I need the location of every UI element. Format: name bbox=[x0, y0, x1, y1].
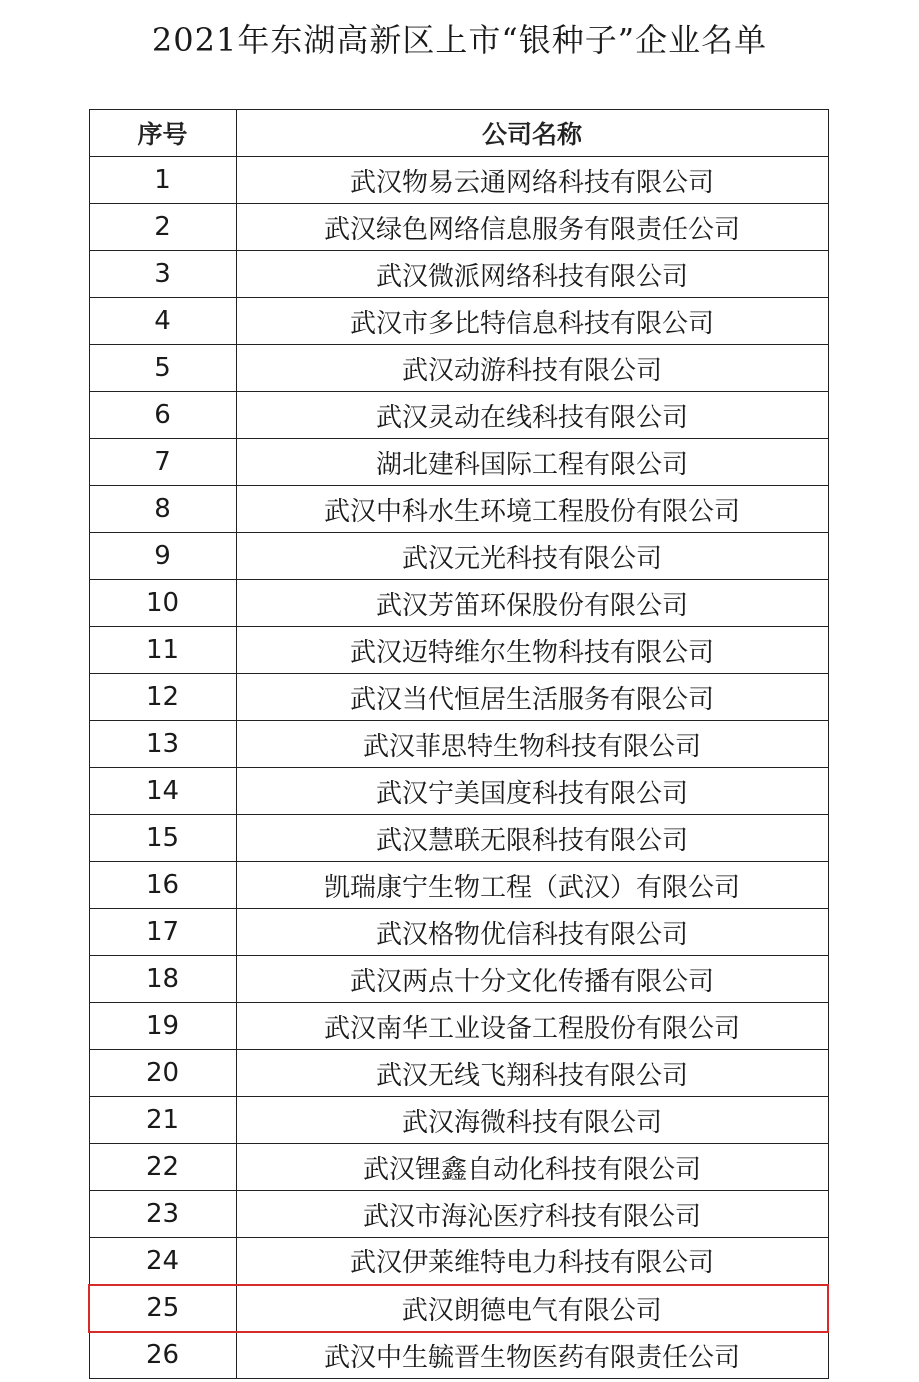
page-title: 2021年东湖高新区上市“银种子”企业名单 bbox=[151, 21, 768, 59]
row-company-name: 武汉动游科技有限公司 bbox=[236, 345, 828, 392]
table-row bbox=[89, 627, 828, 674]
row-serial-number: 7 bbox=[89, 439, 236, 486]
table-row bbox=[89, 1332, 828, 1379]
table-row bbox=[89, 345, 828, 392]
table-row bbox=[89, 956, 828, 1003]
table-row bbox=[89, 1097, 828, 1144]
row-serial-number: 18 bbox=[89, 956, 236, 1003]
row-serial-number: 23 bbox=[89, 1191, 236, 1238]
row-serial-number: 2 bbox=[89, 204, 236, 251]
table-row bbox=[89, 392, 828, 439]
row-company-name: 武汉海微科技有限公司 bbox=[236, 1097, 828, 1144]
table-row bbox=[89, 298, 828, 345]
table-row bbox=[89, 768, 828, 815]
row-company-name: 武汉南华工业设备工程股份有限公司 bbox=[236, 1003, 828, 1050]
table-row bbox=[89, 486, 828, 533]
table-row bbox=[89, 580, 828, 627]
header-serial-number: 序号 bbox=[89, 110, 236, 157]
row-company-name: 武汉锂鑫自动化科技有限公司 bbox=[236, 1144, 828, 1191]
row-company-name: 武汉无线飞翔科技有限公司 bbox=[236, 1050, 828, 1097]
row-company-name: 武汉两点十分文化传播有限公司 bbox=[236, 956, 828, 1003]
table-row bbox=[89, 533, 828, 580]
row-serial-number: 4 bbox=[89, 298, 236, 345]
table-row bbox=[89, 721, 828, 768]
table-row-highlighted bbox=[89, 1285, 828, 1332]
table-row bbox=[89, 204, 828, 251]
row-serial-number: 13 bbox=[89, 721, 236, 768]
row-company-name: 武汉宁美国度科技有限公司 bbox=[236, 768, 828, 815]
row-serial-number: 16 bbox=[89, 862, 236, 909]
row-company-name: 武汉迈特维尔生物科技有限公司 bbox=[236, 627, 828, 674]
table-row bbox=[89, 862, 828, 909]
row-serial-number: 15 bbox=[89, 815, 236, 862]
table-row bbox=[89, 157, 828, 204]
row-company-name: 武汉灵动在线科技有限公司 bbox=[236, 392, 828, 439]
company-list-table bbox=[88, 109, 829, 1379]
table-row bbox=[89, 1050, 828, 1097]
row-serial-number: 20 bbox=[89, 1050, 236, 1097]
company-list-table-wrapper bbox=[88, 109, 827, 1379]
table-row bbox=[89, 1191, 828, 1238]
row-company-name: 湖北建科国际工程有限公司 bbox=[236, 439, 828, 486]
row-company-name: 武汉格物优信科技有限公司 bbox=[236, 909, 828, 956]
row-company-name: 武汉当代恒居生活服务有限公司 bbox=[236, 674, 828, 721]
row-company-name: 武汉中科水生环境工程股份有限公司 bbox=[236, 486, 828, 533]
row-company-name: 凯瑞康宁生物工程（武汉）有限公司 bbox=[236, 862, 828, 909]
row-serial-number: 25 bbox=[89, 1285, 236, 1332]
row-serial-number: 10 bbox=[89, 580, 236, 627]
row-serial-number: 1 bbox=[89, 157, 236, 204]
row-company-name: 武汉市海沁医疗科技有限公司 bbox=[236, 1191, 828, 1238]
row-serial-number: 19 bbox=[89, 1003, 236, 1050]
row-serial-number: 14 bbox=[89, 768, 236, 815]
table-body bbox=[89, 157, 828, 1379]
table-row bbox=[89, 1144, 828, 1191]
row-serial-number: 5 bbox=[89, 345, 236, 392]
row-serial-number: 26 bbox=[89, 1332, 236, 1379]
row-company-name: 武汉市多比特信息科技有限公司 bbox=[236, 298, 828, 345]
row-company-name: 武汉芳笛环保股份有限公司 bbox=[236, 580, 828, 627]
table-row bbox=[89, 1003, 828, 1050]
header-company-name: 公司名称 bbox=[236, 110, 828, 157]
row-company-name: 武汉元光科技有限公司 bbox=[236, 533, 828, 580]
row-serial-number: 12 bbox=[89, 674, 236, 721]
row-company-name: 武汉物易云通网络科技有限公司 bbox=[236, 157, 828, 204]
table-row bbox=[89, 439, 828, 486]
table-row bbox=[89, 909, 828, 956]
row-serial-number: 22 bbox=[89, 1144, 236, 1191]
row-company-name: 武汉朗德电气有限公司 bbox=[236, 1285, 828, 1332]
row-company-name: 武汉微派网络科技有限公司 bbox=[236, 251, 828, 298]
table-row bbox=[89, 815, 828, 862]
row-serial-number: 6 bbox=[89, 392, 236, 439]
row-company-name: 武汉绿色网络信息服务有限责任公司 bbox=[236, 204, 828, 251]
row-serial-number: 9 bbox=[89, 533, 236, 580]
row-company-name: 武汉慧联无限科技有限公司 bbox=[236, 815, 828, 862]
row-serial-number: 24 bbox=[89, 1238, 236, 1285]
row-serial-number: 17 bbox=[89, 909, 236, 956]
row-serial-number: 11 bbox=[89, 627, 236, 674]
table-header-row bbox=[89, 110, 828, 157]
table-row bbox=[89, 251, 828, 298]
table-row bbox=[89, 674, 828, 721]
row-serial-number: 3 bbox=[89, 251, 236, 298]
row-serial-number: 21 bbox=[89, 1097, 236, 1144]
row-company-name: 武汉中生毓晋生物医药有限责任公司 bbox=[236, 1332, 828, 1379]
row-company-name: 武汉菲思特生物科技有限公司 bbox=[236, 721, 828, 768]
row-company-name: 武汉伊莱维特电力科技有限公司 bbox=[236, 1238, 828, 1285]
row-serial-number: 8 bbox=[89, 486, 236, 533]
table-row bbox=[89, 1238, 828, 1285]
